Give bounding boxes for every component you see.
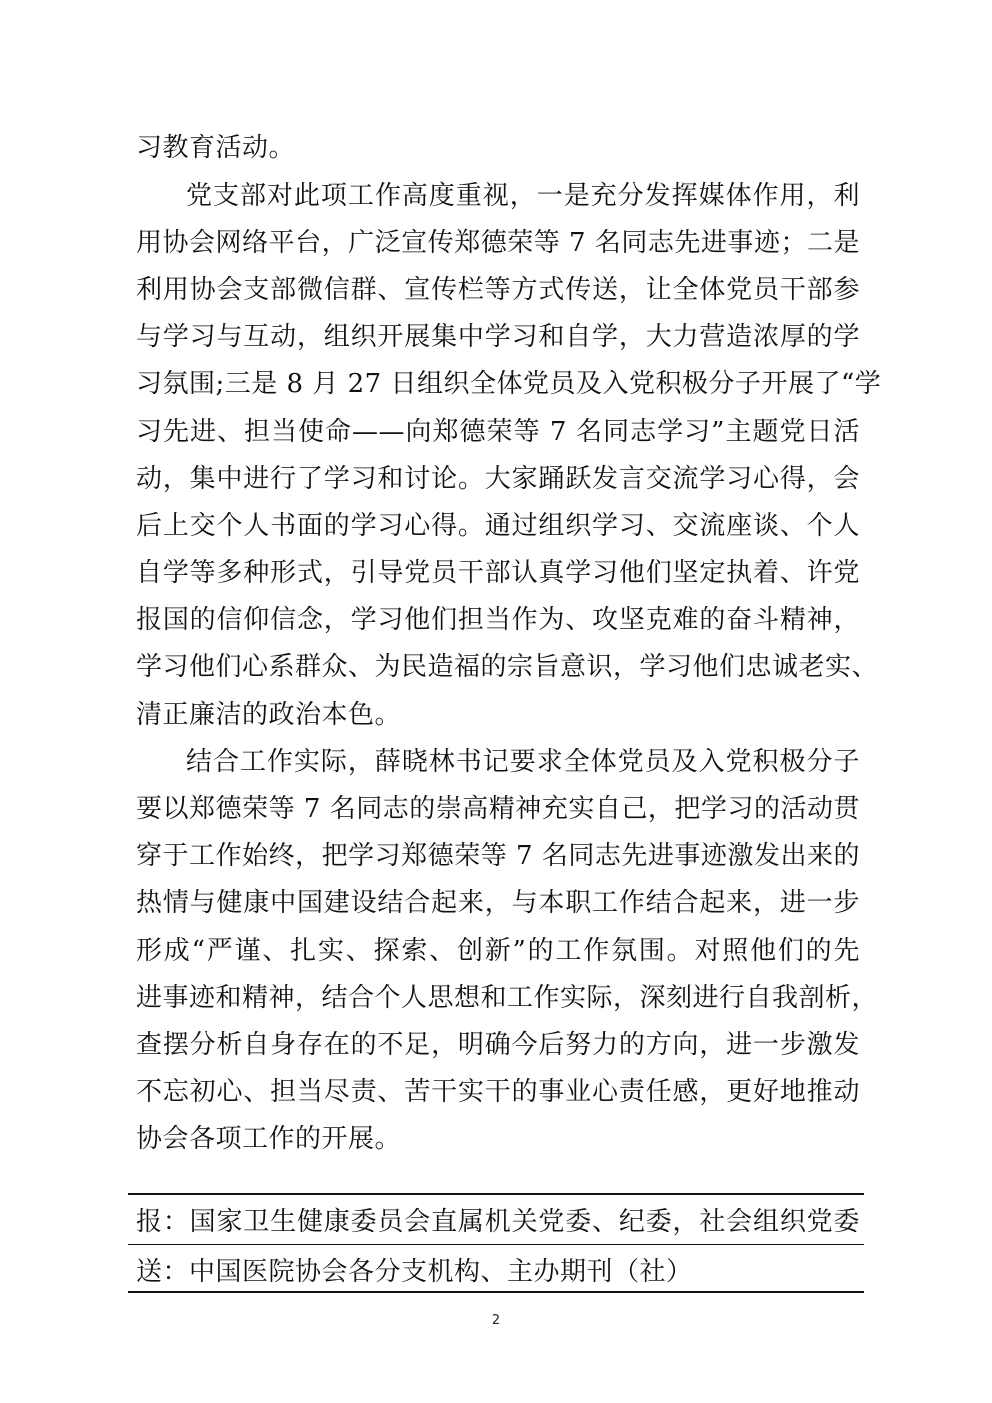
body-line-5: 与学习与互动，组织开展集中学习和自学，大力营造浓厚的学 <box>136 322 860 352</box>
body-line-14: 结合工作实际，薛晓林书记要求全体党员及入党积极分子 <box>186 747 860 777</box>
body-line-22: 协会各项工作的开展。 <box>136 1124 402 1154</box>
page-number: 2 <box>491 1313 501 1328</box>
distribution-top-rule <box>128 1193 864 1195</box>
body-line-12: 学习他们心系群众、为民造福的宗旨意识，学习他们忠诚老实、 <box>136 652 879 682</box>
body-line-16: 穿于工作始终，把学习郑德荣等 7 名同志先进事迹激发出来的 <box>136 841 860 871</box>
body-line-18: 形成“严谨、扎实、探索、创新”的工作氛围。对照他们的先 <box>136 936 860 966</box>
body-line-6: 习氛围;三是 8 月 27 日组织全体党员及入党积极分子开展了“学 <box>136 369 882 399</box>
body-line-10: 自学等多种形式，引导党员干部认真学习他们坚定执着、许党 <box>136 558 860 588</box>
send-to-line: 送：中国医院协会各分支机构、主办期刊（社） <box>136 1257 693 1287</box>
body-line-20: 查摆分析自身存在的不足，明确今后努力的方向，进一步激发 <box>136 1030 860 1060</box>
body-line-3: 用协会网络平台，广泛宣传郑德荣等 7 名同志先进事迹；二是 <box>136 228 860 258</box>
body-line-7: 习先进、担当使命——向郑德荣等 7 名同志学习”主题党日活 <box>136 417 860 447</box>
body-line-21: 不忘初心、担当尽责、苦干实干的事业心责任感，更好地推动 <box>136 1077 860 1107</box>
distribution-middle-rule <box>128 1244 864 1245</box>
report-to-line: 报：国家卫生健康委员会直属机关党委、纪委，社会组织党委 <box>136 1207 860 1237</box>
body-line-4: 利用协会支部微信群、宣传栏等方式传送，让全体党员干部参 <box>136 275 860 305</box>
body-line-19: 进事迹和精神，结合个人思想和工作实际，深刻进行自我剖析， <box>136 983 879 1013</box>
body-line-13: 清正廉洁的政治本色。 <box>136 700 402 730</box>
distribution-bottom-rule <box>128 1291 864 1293</box>
body-line-8: 动，集中进行了学习和讨论。大家踊跃发言交流学习心得，会 <box>136 464 860 494</box>
body-line-15: 要以郑德荣等 7 名同志的崇高精神充实自己，把学习的活动贯 <box>136 794 860 824</box>
body-line-1: 习教育活动。 <box>136 133 296 163</box>
body-line-17: 热情与健康中国建设结合起来，与本职工作结合起来，进一步 <box>136 888 860 918</box>
body-line-2: 党支部对此项工作高度重视，一是充分发挥媒体作用，利 <box>186 181 860 211</box>
body-line-11: 报国的信仰信念，学习他们担当作为、攻坚克难的奋斗精神， <box>136 605 860 635</box>
body-line-9: 后上交个人书面的学习心得。通过组织学习、交流座谈、个人 <box>136 511 860 541</box>
